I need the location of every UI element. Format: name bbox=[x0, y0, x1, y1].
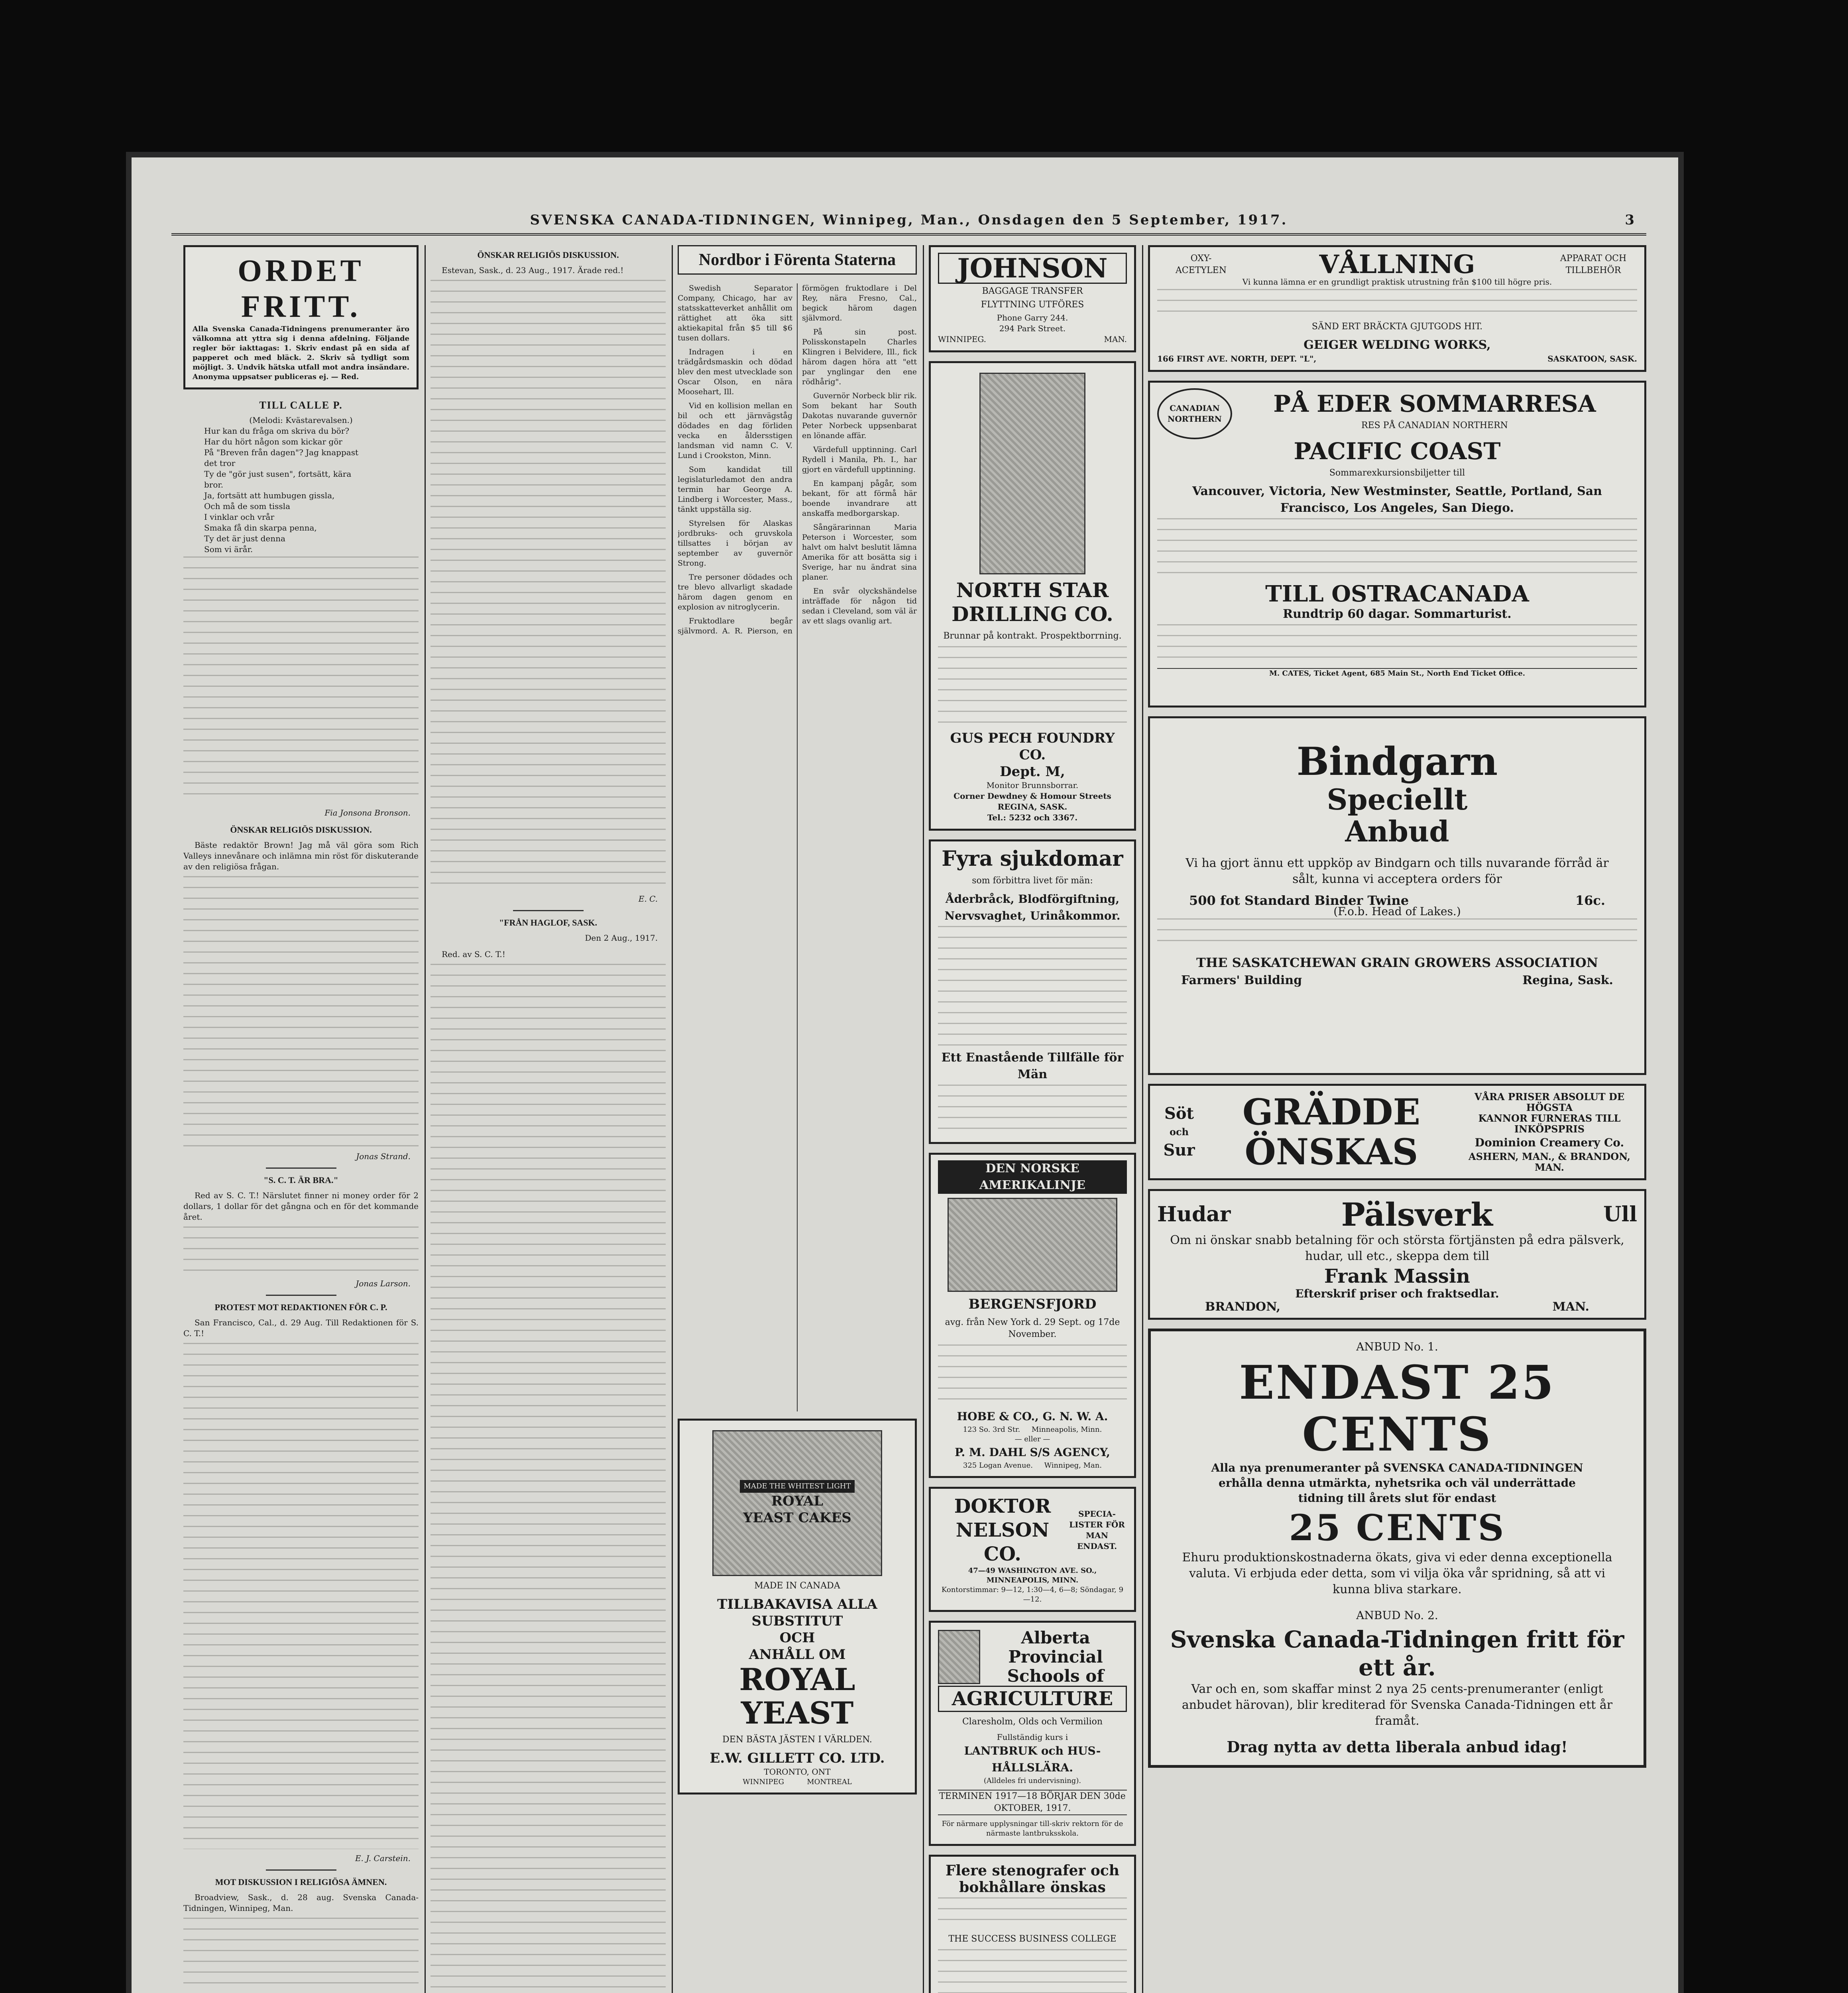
poem-line: Ja, fortsätt att humbugen gissla, bbox=[204, 491, 335, 500]
article-body-continued bbox=[183, 876, 419, 1147]
doktor-specialty: SPECIA-LISTER FÖR MAN ENDAST. bbox=[1069, 1509, 1125, 1551]
anbud-label-2: ANBUD No. 2. bbox=[1356, 1609, 1438, 1622]
valln-left-line: ACETYLEN bbox=[1176, 265, 1227, 275]
company-name: E.W. GILLETT CO. LTD. bbox=[710, 1750, 885, 1766]
article-body: Bäste redaktör Brown! Jag må väl göra som Rich Valleys innevånare och inlämna min röst för diskuterande av den religiösa frågan. bbox=[183, 840, 419, 871]
business-body bbox=[938, 1897, 1127, 1929]
article-signature: Jonas Strand. bbox=[356, 1152, 411, 1161]
bindgarn-price-label: 500 fot Standard Binder Twine bbox=[1189, 893, 1409, 908]
alberta-schools-ad bbox=[929, 1621, 1136, 1846]
alberta-note: (Alldeles fri undervisning). bbox=[983, 1777, 1081, 1785]
valln-left-line: OXY- bbox=[1190, 254, 1212, 263]
gradde-title: GRÄDDE bbox=[1242, 1091, 1421, 1133]
valln-company: GEIGER WELDING WORKS, bbox=[1303, 338, 1491, 352]
column-ads-left bbox=[929, 245, 1136, 1993]
masthead-text: SVENSKA CANADA-TIDNINGEN, Winnipeg, Man., Onsdagen den 5 September, 1917. bbox=[530, 212, 1288, 228]
alberta-course: LANTBRUK och HUS-HÅLLSLÄRA. bbox=[964, 1744, 1101, 1774]
valln-title: VÅLLNING bbox=[1319, 250, 1475, 279]
news-item: Som kandidat till legislaturledamot den andra termin har George A. Lindberg i Worcester, Mass., tänkt uppställa sig. bbox=[678, 465, 792, 514]
johnson-prov: MAN. bbox=[1104, 334, 1127, 344]
article-title: "FRÅN HAGLOF, SASK. bbox=[499, 918, 598, 928]
alberta-title: Schools of bbox=[1007, 1666, 1104, 1686]
bindgarn-sub2: Anbud bbox=[1345, 814, 1449, 848]
poem-line: På "Breven från dagen"? Jag knappast bbox=[204, 448, 359, 457]
poem-line: Har du hört någon som kickar gör bbox=[204, 437, 342, 446]
doktor-nelson-ad bbox=[929, 1487, 1136, 1612]
agriculture-banner: AGRICULTURE bbox=[938, 1686, 1127, 1712]
yeast-brand: ROYAL bbox=[771, 1493, 824, 1509]
anbud-title-2: Svenska Canada-Tidningen fritt för ett år. bbox=[1170, 1626, 1624, 1681]
gradde-right bbox=[1462, 1091, 1637, 1173]
cnr-title: PÅ EDER SOMMARRESA bbox=[1273, 390, 1596, 417]
north-star-body bbox=[938, 646, 1127, 726]
poem bbox=[183, 426, 419, 555]
ad-line: TILLBAKAVISA ALLA bbox=[717, 1596, 877, 1612]
article-body: San Francisco, Cal., d. 29 Aug. Till Redaktionen för S. C. T.! bbox=[183, 1318, 419, 1338]
bindgarn-fob: (F.o.b. Head of Lakes.) bbox=[1333, 905, 1461, 918]
gradde-sur: Sur bbox=[1163, 1141, 1195, 1160]
article-body: Broadview, Sask., d. 28 aug. Svenska Canada-Tidningen, Winnipeg, Man. bbox=[183, 1893, 419, 1913]
bindgarn-bldg: Farmers' Building bbox=[1181, 973, 1302, 987]
johnson-ad bbox=[929, 245, 1136, 352]
royal-yeast-title: ROYAL YEAST bbox=[739, 1662, 855, 1731]
article-body: Red av S. C. T.! Närslutet finner ni money order för 2 dollars, 1 dollar för det gångna och en för det kommande året. bbox=[183, 1191, 419, 1222]
divider bbox=[266, 1869, 336, 1871]
alberta-title-block bbox=[984, 1628, 1127, 1686]
gradde-right-line: KANNOR FURNERAS TILL INKÖPSPRIS bbox=[1478, 1112, 1621, 1135]
news-item: En kampanj pågår, som bekant, för att förmå här boende invandrare att anskaffa medborgarskap. bbox=[802, 479, 917, 518]
cnr-ostra: TILL OSTRACANADA bbox=[1265, 581, 1529, 607]
gradde-och: och bbox=[1169, 1126, 1189, 1138]
bindgarn-sub: Speciellt bbox=[1327, 782, 1468, 816]
valln-body bbox=[1157, 289, 1637, 317]
johnson-phone: Phone Garry 244. bbox=[997, 313, 1068, 322]
agent2-address: 325 Logan Avenue. Winnipeg, Man. bbox=[963, 1461, 1102, 1470]
ship-name: BERGENSFJORD bbox=[968, 1296, 1097, 1312]
johnson-line: BAGGAGE TRANSFER bbox=[982, 286, 1083, 296]
poem-line: det tror bbox=[204, 458, 236, 468]
gradde-company: Dominion Creamery Co. bbox=[1474, 1136, 1624, 1149]
news-item: Tre personer dödades och tre blevo allvarligt skadade härom dagen genom en explosion av nitroglycerin. bbox=[678, 573, 792, 611]
ship-illustration bbox=[948, 1198, 1117, 1292]
palsverk-ad bbox=[1148, 1189, 1646, 1320]
johnson-location bbox=[938, 334, 1127, 345]
cnr-cities: Vancouver, Victoria, New Westminster, Seattle, Portland, San Francisco, Los Angeles, San Diego. bbox=[1192, 484, 1602, 515]
palsverk-text: Om ni önskar snabb betalning för och största förtjänsten på edra pälsverk, hudar, ull etc., skeppa dem till bbox=[1170, 1233, 1624, 1263]
divider bbox=[266, 1295, 336, 1296]
cnr-logo-line: CANADIAN bbox=[1170, 403, 1220, 413]
anbud-ad bbox=[1148, 1329, 1646, 1768]
article-signature: E. C. bbox=[638, 894, 658, 904]
business-school: THE SUCCESS BUSINESS COLLEGE bbox=[948, 1934, 1117, 1944]
doktor-name: NELSON bbox=[955, 1519, 1050, 1541]
bindgarn-price-row bbox=[1189, 895, 1605, 906]
doktor-names bbox=[938, 1494, 1067, 1566]
cnr-agent: M. CATES, Ticket Agent, 685 Main St., North End Ticket Office. bbox=[1157, 668, 1637, 678]
alberta-places: Claresholm, Olds och Vermilion bbox=[962, 1717, 1103, 1727]
gradde-title-block bbox=[1201, 1092, 1462, 1172]
bindgarn-title: Bindgarn bbox=[1296, 739, 1498, 784]
poem-line: I vinklar och vrår bbox=[204, 512, 275, 522]
gradde-row bbox=[1157, 1091, 1637, 1173]
column-rule bbox=[425, 245, 426, 1993]
ad-line: OCH bbox=[779, 1630, 815, 1646]
article-title: PROTEST MOT REDAKTIONEN FÖR C. P. bbox=[214, 1302, 387, 1312]
johnson-line: FLYTTNING UTFÖRES bbox=[981, 300, 1084, 310]
anbud-text: Ehuru produktionskostnaderna ökats, giva vi eder denna exceptionella valuta. Vi erbjuda eder detta, som vi vilja öka vår spridning, så att vi kunna bliva starkare. bbox=[1182, 1551, 1612, 1596]
news-items bbox=[678, 283, 917, 1411]
valln-right-line: TILLBEHÖR bbox=[1565, 265, 1621, 275]
article-title: ÖNSKAR RELIGIÖS DISKUSSION. bbox=[477, 250, 619, 260]
poem-line: Hur kan du fråga om skriva du bör? bbox=[204, 426, 349, 436]
line-banner: DEN NORSKE AMERIKALINJE bbox=[938, 1160, 1127, 1194]
cnr-logo-line: NORTHERN bbox=[1168, 414, 1222, 424]
anbud-label: ANBUD No. 1. bbox=[1356, 1340, 1438, 1353]
bindgarn-org: THE SASKATCHEWAN GRAIN GROWERS ASSOCIATION bbox=[1196, 955, 1598, 970]
anbud-line: Alla nya prenumeranter på SVENSKA CANADA-TIDNINGEN bbox=[1211, 1461, 1583, 1474]
palsverk-header bbox=[1157, 1197, 1637, 1232]
section-title: ORDET FRITT. bbox=[238, 253, 364, 324]
north-star-title: NORTH STAR DRILLING CO. bbox=[952, 578, 1113, 626]
alberta-free: Fullständig kurs i bbox=[997, 1732, 1068, 1742]
column-ads-right bbox=[1148, 245, 1646, 1993]
bindgarn-body bbox=[1157, 918, 1637, 950]
bindgarn-address-row bbox=[1181, 975, 1613, 986]
alberta-term: TERMINEN 1917—18 BÖRJAR DEN 30de OKTOBER, 1917. bbox=[938, 1790, 1127, 1815]
valln-right bbox=[1549, 253, 1637, 277]
gradde-title: ÖNSKAS bbox=[1244, 1131, 1418, 1173]
palsverk-ull: Ull bbox=[1603, 1202, 1637, 1226]
anbud-big: ENDAST 25 CENTS bbox=[1239, 1356, 1555, 1462]
valln-ad bbox=[1148, 245, 1646, 372]
news-item: Guvernör Norbeck blir rik. Som bekant har South Dakotas nuvarande guvernör Peter Norbeck uppsenbarat en lönande affär. bbox=[802, 391, 917, 440]
foundry-name: GUS PECH FOUNDRY CO. bbox=[950, 730, 1115, 763]
gradde-places: ASHERN, MAN., & BRANDON, MAN. bbox=[1469, 1151, 1630, 1173]
news-item: Swedish Separator Company, Chicago, har av statsskatteverket anhållit om rättighet att öka sitt aktiekapital från $5 till $6 tusen dollars. bbox=[678, 284, 792, 342]
ordet-fritt-header bbox=[183, 245, 419, 389]
palsverk-city: BRANDON, bbox=[1205, 1300, 1281, 1314]
foundry-contact: Monitor Brunnsborrar. bbox=[986, 780, 1079, 790]
valln-right-line: APPARAT OCH bbox=[1560, 254, 1627, 263]
anbud-line: tidning till årets slut för endast bbox=[1298, 1492, 1496, 1505]
palsverk-title: Pälsverk bbox=[1341, 1196, 1493, 1233]
royal-yeast-sub: DEN BÄSTA JÄSTEN I VÄRLDEN. bbox=[722, 1735, 872, 1745]
doktor-name: DOKTOR bbox=[954, 1495, 1051, 1517]
poem-title: TILL CALLE P. bbox=[259, 399, 343, 411]
cnr-title-block bbox=[1232, 392, 1637, 436]
news-item: Vid en kollision mellan en bil och ett järnvägståg dödades en dag förliden vecka en åldersstigen landsman vid namn C. V. Lund i Crookston, Minn. bbox=[678, 401, 792, 460]
section-title: Nordbor i Förenta Staterna bbox=[698, 251, 896, 269]
gradde-right-line: VÅRA PRISER ABSOLUT DE HÖGSTA bbox=[1474, 1091, 1625, 1113]
north-star-sub: Brunnar på kontrakt. Prospektborrning. bbox=[943, 631, 1122, 641]
fyra-title: Fyra sjukdomar bbox=[942, 847, 1123, 871]
alberta-title: Alberta bbox=[1021, 1628, 1090, 1647]
crest-icon bbox=[938, 1630, 980, 1684]
article-body-continued bbox=[183, 1226, 419, 1274]
news-item: Värdefull upptinning. Carl Rydell i Manila, Ph. I., har gjort en värdefull upptinning. bbox=[802, 445, 917, 474]
article-signature: Jonas Larson. bbox=[356, 1279, 411, 1288]
valln-sub: SÄND ERT BRÄCKTA GJUTGODS HIT. bbox=[1311, 322, 1483, 332]
foundry-address: Corner Dewdney & Homour Streets REGINA, SASK. bbox=[953, 791, 1111, 812]
amerikalinje-ad bbox=[929, 1153, 1136, 1478]
bindgarn-price: 16c. bbox=[1575, 893, 1605, 908]
column-rule bbox=[672, 245, 673, 1993]
fyra-sjukdomar-ad bbox=[929, 839, 1136, 1144]
news-item: Styrelsen för Alaskas jordbruks- och gruvskola tillsattes i början av september av guvernör Strong. bbox=[678, 519, 792, 568]
agent-address: 123 So. 3rd Str. Minneapolis, Minn. bbox=[963, 1425, 1102, 1434]
valln-text: Vi kunna lämna er en grundligt praktisk utrustning från $100 till högre pris. bbox=[1242, 277, 1552, 287]
foundry-dept: Dept. M, bbox=[1000, 764, 1065, 780]
article-date: Den 2 Aug., 1917. bbox=[585, 933, 658, 943]
fyra-sub: som förbittra livet för män: bbox=[972, 876, 1093, 886]
palsverk-hudar: Hudar bbox=[1157, 1202, 1231, 1226]
article-title: ÖNSKAR RELIGIÖS DISKUSSION. bbox=[230, 825, 372, 835]
article-body: Estevan, Sask., d. 23 Aug., 1917. Ärade red.! bbox=[442, 265, 624, 275]
poem-line: Ty de "gör just susen", fortsätt, kära bbox=[204, 469, 352, 479]
doktor-name: CO. bbox=[984, 1543, 1021, 1565]
doktor-address: 47—49 WASHINGTON AVE. SO., MINNEAPOLIS, MINN. bbox=[968, 1566, 1097, 1584]
cnr-res: RES PÅ CANADIAN NORTHERN bbox=[1361, 421, 1508, 430]
agent-or: — eller — bbox=[1014, 1435, 1050, 1443]
column-rule bbox=[923, 245, 924, 1993]
cnr-sub: Sommarexkursionsbiljetter till bbox=[1329, 468, 1465, 478]
column-nordbor bbox=[678, 245, 917, 1993]
palsverk-prov: MAN. bbox=[1552, 1300, 1589, 1314]
news-item: Fruktodlare begår självmord. A. R. Pierson, en förmögen fruktodlare i Del Rey, nära Fresno, Cal., begick härom dagen självmord. bbox=[678, 284, 917, 635]
business-college-ad bbox=[929, 1855, 1136, 1993]
article-signature: E. J. Carstein. bbox=[355, 1853, 411, 1863]
news-item: Sångärarinnan Maria Peterson i Worcester, som halvt om halvt beslutit lämna Amerika för att bosätta sig i Sverige, har nu ändrat sina planer. bbox=[802, 523, 917, 582]
yeast-brand-line2: YEAST CAKES bbox=[743, 1510, 851, 1526]
column-ordet-fritt bbox=[183, 245, 419, 1993]
agent2-name: P. M. DAHL S/S AGENCY, bbox=[955, 1446, 1110, 1459]
divider bbox=[266, 1167, 336, 1169]
article-title: "S. C. T. ÄR BRA." bbox=[263, 1175, 338, 1185]
nordbor-header bbox=[678, 245, 917, 275]
johnson-address: 294 Park Street. bbox=[999, 324, 1066, 333]
poem-signature: Fia Jonsona Bronson. bbox=[324, 808, 411, 818]
valln-address-row bbox=[1157, 354, 1637, 364]
palsverk-location bbox=[1205, 1301, 1589, 1312]
doktor-hours: Kontorstimmar: 9—12, 1:30—4, 6—8; Söndagar, 9—12. bbox=[941, 1586, 1124, 1604]
section-intro: Alla Svenska Canada-Tidningens prenumeranter äro välkomna att yttra sig i denna afdelning. Följande regler bör iakttagas: 1. Skriv endast på en sida af papperet och med bläck. 2. Skriv så tydligt som möjligt. 3. Undvik hätska utfall mot andra insändare. Anonyma uppsatser publiceras ej. — Red. bbox=[193, 325, 409, 381]
canadian-northern-ad bbox=[1148, 381, 1646, 708]
fyra-body bbox=[938, 926, 1127, 1046]
cnr-header bbox=[1157, 388, 1637, 439]
ship-sailing: avg. från New York d. 29 Sept. og 17de November. bbox=[945, 1317, 1120, 1339]
company-city: TORONTO, ONT bbox=[764, 1767, 831, 1777]
poem-line: bror. bbox=[204, 480, 224, 489]
newspaper-page bbox=[132, 157, 1678, 1993]
alberta-info: För närmare upplysningar till-skriv rektorn för de närmaste lantbruksskola. bbox=[942, 1820, 1123, 1838]
drill-rig-illustration bbox=[979, 373, 1085, 574]
column-letters bbox=[431, 245, 666, 1993]
article-body-continued bbox=[183, 1918, 419, 1993]
company-cities: WINNIPEG MONTREAL bbox=[743, 1778, 852, 1786]
gradde-left bbox=[1157, 1105, 1201, 1160]
article-title: MOT DISKUSSION I RELIGIÖSA ÄMNEN. bbox=[215, 1877, 387, 1887]
doktor-row bbox=[938, 1494, 1127, 1566]
alberta-title: Provincial bbox=[1008, 1647, 1103, 1667]
valln-address: 166 FIRST AVE. NORTH, DEPT. "L", bbox=[1157, 354, 1317, 364]
article-body-continued bbox=[431, 280, 666, 890]
anbud-line: erhålla denna utmärkta, nyhetsrika och väl underrättade bbox=[1219, 1476, 1576, 1490]
fyra-items: Åderbråck, Blodförgiftning, Nervsvaghet, Urinåkommor. bbox=[944, 892, 1121, 922]
bindgarn-text: Vi ha gjort ännu ett uppköp av Bindgarn och tills nuvarande förråd är sålt, kunna vi acceptera orders för bbox=[1185, 856, 1609, 886]
masthead bbox=[171, 209, 1646, 236]
alberta-header bbox=[938, 1628, 1127, 1686]
johnson-name: JOHNSON bbox=[938, 253, 1127, 284]
news-item: Indragen i en trädgårdsmaskin och dödad blev den mest utvecklade son Oscar Olson, en nära Moosehart, Ill. bbox=[678, 348, 792, 396]
anbud-cents: 25 CENTS bbox=[1289, 1507, 1506, 1549]
divider bbox=[513, 910, 584, 911]
palsverk-sub: Efterskrif priser och fraktsedlar. bbox=[1295, 1287, 1499, 1300]
cnr-logo-icon bbox=[1157, 388, 1232, 439]
royal-yeast-ad bbox=[678, 1419, 917, 1794]
north-star-ad bbox=[929, 361, 1136, 831]
cnr-rund: Rundtrip 60 dagar. Sommarturist. bbox=[1283, 607, 1512, 621]
anbud-text-2: Var och en, som skaffar minst 2 nya 25 cents-prenumeranter (enligt anbudet härovan), blir krediterad för Svenska Canada-Tidningen ett år framåt. bbox=[1182, 1682, 1613, 1728]
anbud-footer: Drag nytta av detta liberala anbud idag! bbox=[1227, 1738, 1568, 1756]
fyra-footer: Ett Enastående Tillfälle för Män bbox=[941, 1051, 1124, 1081]
agent-name: HOBE & CO., G. N. W. A. bbox=[957, 1410, 1108, 1423]
poem-line: Och må de som tissla bbox=[204, 501, 290, 511]
cnr-body bbox=[1157, 518, 1637, 578]
business-body-2 bbox=[938, 1949, 1127, 1993]
yeast-band: MADE THE WHITEST LIGHT bbox=[740, 1480, 855, 1493]
ad-line: ANHÅLL OM bbox=[749, 1647, 846, 1663]
ad-line: SUBSTITUT bbox=[751, 1613, 843, 1629]
made-in-canada: MADE IN CANADA bbox=[754, 1581, 840, 1591]
bindgarn-city: Regina, Sask. bbox=[1522, 973, 1613, 987]
news-item: En svår olyckshändelse inträffade för någon tid sedan i Cleveland, som väl är av ett slags ovanlig art. bbox=[802, 587, 917, 625]
baker-illustration bbox=[712, 1430, 882, 1576]
column-rule bbox=[1142, 245, 1143, 1993]
gradde-sot: Söt bbox=[1164, 1104, 1194, 1123]
johnson-city: WINNIPEG. bbox=[938, 334, 987, 344]
valln-header bbox=[1157, 250, 1637, 279]
poem-subtitle: (Melodi: Kvästarevalsen.) bbox=[249, 415, 353, 425]
valln-left bbox=[1157, 253, 1245, 277]
poem-continuation bbox=[183, 556, 419, 804]
ship-body bbox=[938, 1344, 1127, 1404]
poem-line: Smaka få din skarpa penna, bbox=[204, 523, 317, 533]
cnr-body-2 bbox=[1157, 624, 1637, 664]
news-item: På sin post. Polisskonstapeln Charles Klingren i Belvidere, Ill., fick härom dagen höra att "ett par ynglingar den ene rödhårig". bbox=[802, 328, 917, 386]
poem-line: Som vi ärår. bbox=[204, 544, 253, 554]
business-title: Flere stenografer och bokhållare önskas bbox=[946, 1862, 1119, 1896]
page-number: 3 bbox=[1625, 212, 1634, 228]
article-body-continued bbox=[183, 1343, 419, 1849]
bindgarn-ad bbox=[1148, 716, 1646, 1075]
article-body: Red. av S. C. T.! bbox=[442, 949, 505, 959]
palsverk-name: Frank Massin bbox=[1324, 1265, 1470, 1287]
foundry-tel: Tel.: 5232 och 3367. bbox=[987, 813, 1078, 822]
cnr-coast: PACIFIC COAST bbox=[1294, 438, 1501, 465]
fyra-body-2 bbox=[938, 1085, 1127, 1132]
gradde-ad bbox=[1148, 1084, 1646, 1180]
article-body-continued bbox=[431, 964, 666, 1993]
poem-line: Ty det är just denna bbox=[204, 534, 285, 543]
valln-city: SASKATOON, SASK. bbox=[1547, 354, 1637, 364]
